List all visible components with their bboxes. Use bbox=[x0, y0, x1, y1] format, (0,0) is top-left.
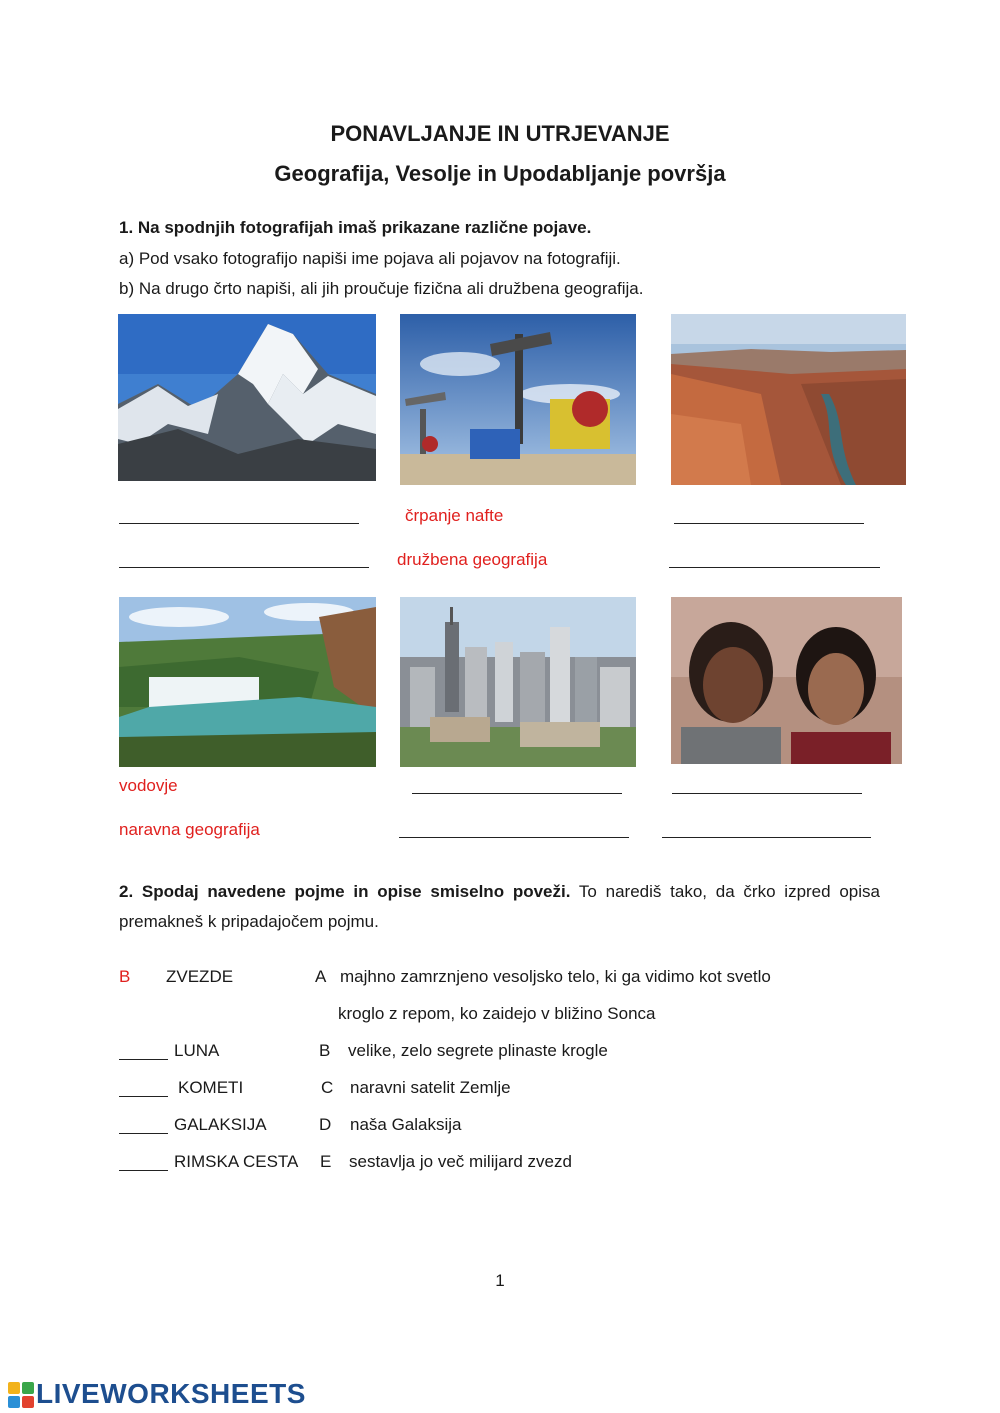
task1-instruction-a: a) Pod vsako fotografijo napiši ime pojava ali pojavov na fotografiji. bbox=[119, 249, 621, 268]
page-number: 1 bbox=[495, 1271, 505, 1290]
desc-letter-b[interactable]: B bbox=[319, 1041, 331, 1060]
term-answer-galaksija-blank[interactable] bbox=[119, 1133, 168, 1134]
desc-text-a: majhno zamrznjeno vesoljsko telo, ki ga vidimo kot svetlo bbox=[340, 967, 771, 986]
photo1-answer2-blank[interactable] bbox=[119, 567, 369, 568]
people-portrait-photo bbox=[671, 597, 902, 764]
snowy-mountain-photo bbox=[118, 314, 376, 481]
term-luna: LUNA bbox=[174, 1041, 220, 1060]
page-subtitle: Geografija, Vesolje in Upodabljanje površja bbox=[274, 161, 726, 186]
desc-letter-a[interactable]: A bbox=[315, 967, 327, 986]
liveworksheets-logo-icon bbox=[8, 1382, 34, 1408]
term-answer-kometi-blank[interactable] bbox=[119, 1096, 168, 1097]
term-rimska-cesta: RIMSKA CESTA bbox=[174, 1152, 299, 1171]
term-answer-zvezde[interactable]: B bbox=[119, 967, 131, 986]
desc-letter-d[interactable]: D bbox=[319, 1115, 332, 1134]
desc-letter-c[interactable]: C bbox=[321, 1078, 334, 1097]
liveworksheets-logo-text: LIVEWORKSHEETS bbox=[36, 1378, 306, 1409]
desc-text-c: naravni satelit Zemlje bbox=[350, 1078, 511, 1097]
term-answer-luna-blank[interactable] bbox=[119, 1059, 168, 1060]
task2-heading-rest: To narediš tako, da črko izpred opisa premakneš k pripadajočem pojmu. bbox=[119, 882, 880, 931]
page-title: PONAVLJANJE IN UTRJEVANJE bbox=[330, 121, 670, 146]
task1-heading: 1. Na spodnjih fotografijah imaš prikazane različne pojave. bbox=[119, 218, 592, 237]
photo6-answer2-blank[interactable] bbox=[662, 837, 871, 838]
photo2-answer2[interactable]: družbena geografija bbox=[397, 550, 548, 569]
desc-text-d: naša Galaksija bbox=[350, 1115, 462, 1134]
photo3-answer1-blank[interactable] bbox=[674, 523, 864, 524]
city-skyline-photo bbox=[400, 597, 636, 767]
photo5-answer2-blank[interactable] bbox=[399, 837, 629, 838]
desc-text-e: sestavlja jo več milijard zvezd bbox=[349, 1152, 572, 1171]
task1-instruction-b: b) Na drugo črto napiši, ali jih proučuje fizična ali družbena geografija. bbox=[119, 279, 644, 298]
oil-pump-photo bbox=[400, 314, 636, 485]
term-galaksija: GALAKSIJA bbox=[174, 1115, 267, 1134]
desc-text-a-cont: kroglo z repom, ko zaidejo v bližino Sonca bbox=[338, 1004, 656, 1023]
photo4-answer2[interactable]: naravna geografija bbox=[119, 820, 260, 839]
term-kometi: KOMETI bbox=[178, 1078, 244, 1097]
photo3-answer2-blank[interactable] bbox=[669, 567, 880, 568]
desc-text-b: velike, zelo segrete plinaste krogle bbox=[348, 1041, 608, 1060]
waterfall-photo bbox=[119, 597, 376, 767]
task2-heading bbox=[119, 877, 880, 937]
canyon-photo bbox=[671, 314, 906, 485]
photo5-answer1-blank[interactable] bbox=[412, 793, 622, 794]
term-zvezde: ZVEZDE bbox=[166, 967, 234, 986]
task2-heading-bold: 2. Spodaj navedene pojme in opise smiselno poveži. bbox=[119, 882, 571, 901]
photo2-answer1[interactable]: črpanje nafte bbox=[405, 506, 504, 525]
photo4-answer1[interactable]: vodovje bbox=[119, 776, 178, 795]
desc-letter-e[interactable]: E bbox=[320, 1152, 332, 1171]
photo1-answer1-blank[interactable] bbox=[119, 523, 359, 524]
photo6-answer1-blank[interactable] bbox=[672, 793, 862, 794]
term-answer-rimska-cesta-blank[interactable] bbox=[119, 1170, 168, 1171]
